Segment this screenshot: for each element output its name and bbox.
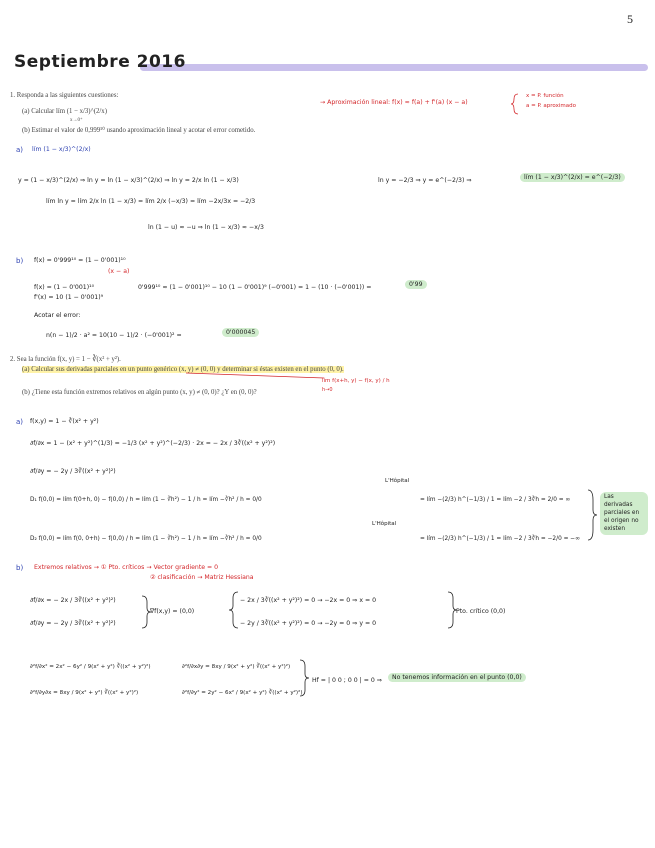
q1-a-head: lím (1 − x/3)^(2/x) [32, 146, 91, 153]
grad-brace [142, 596, 151, 628]
q2-conclusion: No tenemos información en el punto (0,0) [388, 673, 526, 682]
q1-b-result: 0'99 [405, 280, 427, 289]
q2-dfdx: ∂f/∂x = 1 − (x² + y²)^(1/3) = −1/3 (x² + y²)^(−2/3) · 2x = − 2x / 3∛((x² + y²)²) [30, 440, 276, 447]
q2-limit-note: lím f(x+h, y) − f(x, y) / h [322, 378, 390, 384]
q2-hessian: Hf = | 0 0 ; 0 0 | = 0 ⇒ [312, 677, 382, 684]
q1-a-line2: lím ln y = lím 2/x ln (1 − x/3) = lím 2/x (−x/3) = lím −2x/3x = −2/3 [46, 198, 256, 205]
q2-d1: D₁ f(0,0) = lím f(0+h, 0) − f(0,0) / h = lím (1 − ∛h²) − 1 / h = lím −∛h² / h = 0/0 [30, 497, 262, 503]
q1-a-label: a) [16, 146, 24, 154]
q2-grad-y: ∂f/∂y = − 2y / 3∛((x² + y²)²) [30, 620, 116, 627]
q2-fyx: ∂²f/∂y∂x = 8xy / 9(x² + y²) ∛((x² + y²)²) [30, 690, 139, 696]
note-x: x = P. función [526, 93, 564, 99]
q2-grad: ∇f(x,y) = (0,0) [150, 608, 195, 615]
q1-a-line1b: ln y = −2/3 ⇒ y = e^(−2/3) ⇒ [378, 177, 472, 184]
q1-b-fp: f'(x) = 10 (1 − 0'001)⁹ [34, 294, 104, 301]
system-brace-right [448, 592, 457, 628]
note-brace [511, 94, 518, 114]
page-number: 5 [627, 12, 633, 26]
q2-part-a-text: (a) Calcular sus derivadas parciales en un punto genérico (x, y) ≠ (0, 0) y determinar si éstas existen en el punto (0, 0). [22, 366, 344, 373]
q2-part-b: (b) ¿Tiene esta función extremos relativos en algún punto (x, y) ≠ (0, 0)? ¿Y en (0, 0)? [22, 389, 257, 396]
q2-d1b: = lím −(2/3) h^(−1/3) / 1 = lím −2 / 3∛h = 2/0 = ∞ [420, 497, 571, 503]
q2-fxx: ∂²f/∂x² = 2x² − 6y² / 9(x² + y²) ∛((x² + y²)²) [30, 664, 151, 670]
q2-lhopital-1: L'Hôpital [385, 478, 410, 484]
q1-b-head: f(x) = 0'999¹⁰ = (1 − 0'001)¹⁰ [34, 257, 126, 264]
q1-b-sub: (x − a) [108, 268, 130, 275]
q2-fyy: ∂²f/∂y² = 2y² − 6x² / 9(x² + y²) ∛((x² + y²)²) [182, 690, 303, 696]
q2-limit-sub: h→0 [322, 387, 333, 393]
q2-a-f: f(x,y) = 1 − ∛(x² + y²) [30, 418, 99, 425]
q2-b-head: Extremos relativos → ① Pto. críticos → Vector gradiente = 0 [34, 564, 219, 571]
q1-a-result: lím (1 − x/3)^(2/x) = e^(−2/3) [520, 173, 625, 182]
system-brace-left [229, 592, 238, 628]
q2-b-label: b) [16, 564, 24, 572]
q2-d2b: = lím −(2/3) h^(−1/3) / 1 = lím −2 / 3∛h = −2/0 = −∞ [420, 536, 580, 542]
red-arrow-line [186, 373, 324, 378]
q1-a-line1: y = (1 − x/3)^(2/x) ⇒ ln y = ln (1 − x/3)^(2/x) ⇒ ln y = 2/x ln (1 − x/3) [18, 177, 239, 184]
q2-prompt: 2. Sea la función f(x, y) = 1 − ∛(x² + y²). [10, 356, 121, 363]
q1-a-line3: ln (1 − u) ≈ −u ⇒ ln (1 − x/3) ≈ −x/3 [148, 224, 264, 231]
q1-part-a: (a) Calcular lím (1 − x/3)^(2/x) [22, 108, 107, 115]
q1-b-err: n(n − 1)/2 · a² = 10(10 − 1)/2 · (−0'001)² = [46, 332, 182, 339]
q1-b-line: 0'999¹⁰ ≈ (1 − 0'001)¹⁰ − 10 (1 − 0'001)⁹ (−0'001) = 1 − (10 · (−0'001)) = [138, 284, 372, 291]
linear-approx-note: → Aproximación lineal: f(x) ≈ f(a) + f'(a) (x − a) [320, 99, 468, 106]
q2-d2: D₂ f(0,0) = lím f(0, 0+h) − f(0,0) / h = lím (1 − ∛h²) − 1 / h = lím −∛h² / h = 0/0 [30, 536, 262, 542]
q2-dfdy: ∂f/∂y = − 2y / 3∛((x² + y²)²) [30, 468, 116, 475]
q1-prompt: 1. Responda a las siguientes cuestiones: [10, 92, 119, 99]
q1-b-err-result: 0'000045 [222, 328, 259, 337]
partials-brace [588, 490, 597, 540]
q2-sys1: − 2x / 3∛((x² + y²)²) = 0 → −2x = 0 ⇒ x = 0 [240, 597, 377, 604]
q1-part-b: (b) Estimar el valor de 0,999¹⁰ usando aproximación lineal y acotar el error cometido. [22, 127, 256, 134]
page-title: Septiembre 2016 [14, 52, 186, 72]
q1-part-a-limit: x→0⁺ [70, 118, 83, 123]
q2-a-label: a) [16, 418, 24, 426]
q2-side-note: Las derivadas parciales en el origen no existen [600, 492, 648, 535]
q1-b-f: f(x) = (1 − 0'001)¹⁰ [34, 284, 95, 291]
q2-b-head2: ② clasificación → Matriz Hessiana [150, 574, 254, 581]
q2-lhopital-2: L'Hôpital [372, 521, 397, 527]
q2-sys2: − 2y / 3∛((x² + y²)²) = 0 → −2y = 0 ⇒ y = 0 [240, 620, 377, 627]
note-a: a = P. aproximado [526, 103, 576, 109]
q2-critical: Pto. crítico (0,0) [456, 608, 506, 615]
q2-grad-x: ∂f/∂x = − 2x / 3∛((x² + y²)²) [30, 597, 116, 604]
q1-b-label: b) [16, 257, 24, 265]
q1-b-err-label: Acotar el error: [34, 312, 81, 319]
hessian-brace [300, 660, 309, 696]
q2-fxy: ∂²f/∂x∂y = 8xy / 9(x² + y²) ∛((x² + y²)²) [182, 664, 291, 670]
